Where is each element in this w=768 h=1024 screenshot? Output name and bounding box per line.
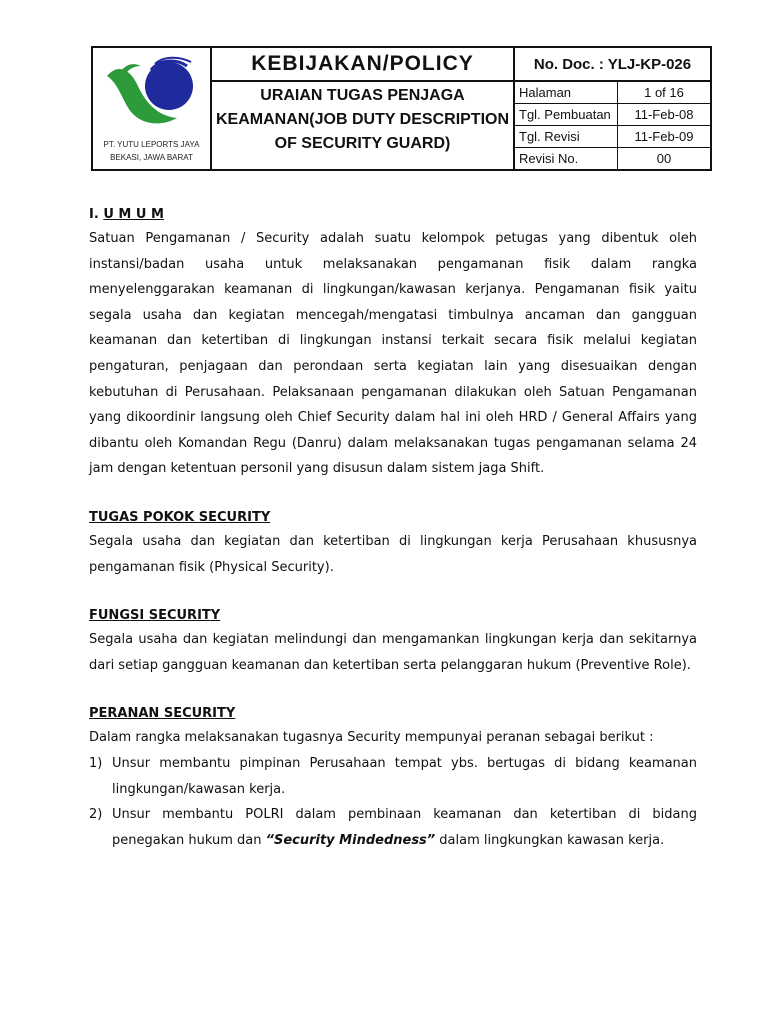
- logo-cell: [93, 48, 212, 169]
- info-label: Tgl. Revisi: [519, 129, 580, 144]
- section-heading-umum: [89, 204, 697, 226]
- title-cell: [212, 48, 515, 169]
- info-label: Halaman: [519, 85, 572, 100]
- info-value: 1 of 16: [617, 82, 710, 103]
- company-name-line2: BEKASI, JAWA BARAT: [110, 153, 193, 162]
- document-header-table: [91, 46, 712, 171]
- doc-info-cell: [515, 48, 710, 169]
- paragraph-tugas: Segala usaha dan kegiatan dan ketertiban di lingkungan kerja Perusahaan khususnya pengamanan fisik (Physical Security).: [89, 533, 697, 575]
- info-label: Tgl. Pembuatan: [519, 107, 611, 122]
- section-title: FUNGSI SECURITY: [89, 608, 221, 624]
- paragraph-umum: Satuan Pengamanan / Security adalah suatu kelompok petugas yang dibentuk oleh instansi/badan usaha untuk melaksanakan pengamanan fisik dalam rangka menyelenggarakan keamanan di lingkungan/kawasan kerjanya. Pengamanan fisik yaitu segala usaha dan kegiatan mencegah/mengatasi timbulnya ancaman dan gangguan keamanan dan ketertiban di lingkungan instansi terkait secara fisik melalui kegiatan pengaturan, penjagaan dan perondaan serta kegiatan lain yang disesuaikan dengan kebutuhan di Perusahaan. Pelaksanaan pengamanan dilakukan oleh Satuan Pengamanan yang dikoordinir langsung oleh Chief Security dalam hal ini oleh HRD / General Affairs yang dibantu oleh Komandan Regu (Danru) dalam melaksanakan tugas pengamanan selama 24 jam dengan ketentuan personil yang disusun dalam sistem jaga Shift.: [89, 231, 697, 477]
- section-title: U M U M: [103, 207, 164, 222]
- section-number: I.: [89, 207, 104, 222]
- doc-number: No. Doc. : YLJ-KP-026: [515, 48, 710, 82]
- section-title: PERANAN SECURITY: [89, 706, 236, 722]
- info-label: Revisi No.: [519, 151, 579, 166]
- list-item-text-before: Unsur membantu POLRI dalam pembinaan keamanan dan ketertiban di bidang penegakan hukum dan: [112, 807, 697, 848]
- list-number: 1): [89, 755, 103, 771]
- info-row-halaman: [515, 82, 710, 104]
- section-heading-fungsi: [89, 605, 697, 627]
- document-body: [89, 204, 697, 853]
- list-item: [89, 802, 697, 853]
- document-subtitle: URAIAN TUGAS PENJAGA KEAMANAN(JOB DUTY DESCRIPTION OF SECURITY GUARD): [215, 87, 510, 152]
- info-value: 11-Feb-09: [617, 126, 710, 147]
- company-name-line1: PT. YUTU LEPORTS JAYA: [103, 140, 200, 149]
- list-item: [89, 751, 697, 802]
- company-logo-icon: [99, 54, 204, 134]
- info-row-tgl-pembuatan: [515, 104, 710, 126]
- paragraph-peranan-intro: Dalam rangka melaksanakan tugasnya Security mempunyai peranan sebagai berikut :: [89, 730, 654, 746]
- policy-title: KEBIJAKAN/POLICY: [212, 48, 513, 82]
- emphasis-text: “Security Mindedness”: [265, 832, 436, 848]
- peranan-list: [89, 751, 697, 853]
- section-heading-peranan: [89, 703, 697, 725]
- info-row-tgl-revisi: [515, 126, 710, 148]
- info-row-revisi-no: [515, 148, 710, 170]
- list-item-text-after: dalam lingkungkan kawasan kerja.: [435, 832, 665, 848]
- list-item-text: Unsur membantu pimpinan Perusahaan tempat ybs. bertugas di bidang keamanan lingkungan/kawasan kerja.: [112, 755, 697, 797]
- info-value: 11-Feb-08: [617, 104, 710, 125]
- paragraph-fungsi: Segala usaha dan kegiatan melindungi dan mengamankan lingkungan kerja dan sekitarnya dari setiap gangguan keamanan dan ketertiban serta pelanggaran hukum (Preventive Role).: [89, 632, 697, 673]
- section-heading-tugas: [89, 507, 697, 529]
- section-title: TUGAS POKOK SECURITY: [89, 509, 271, 525]
- list-number: 2): [89, 807, 103, 823]
- info-value: 00: [617, 148, 710, 169]
- company-name: [93, 138, 210, 164]
